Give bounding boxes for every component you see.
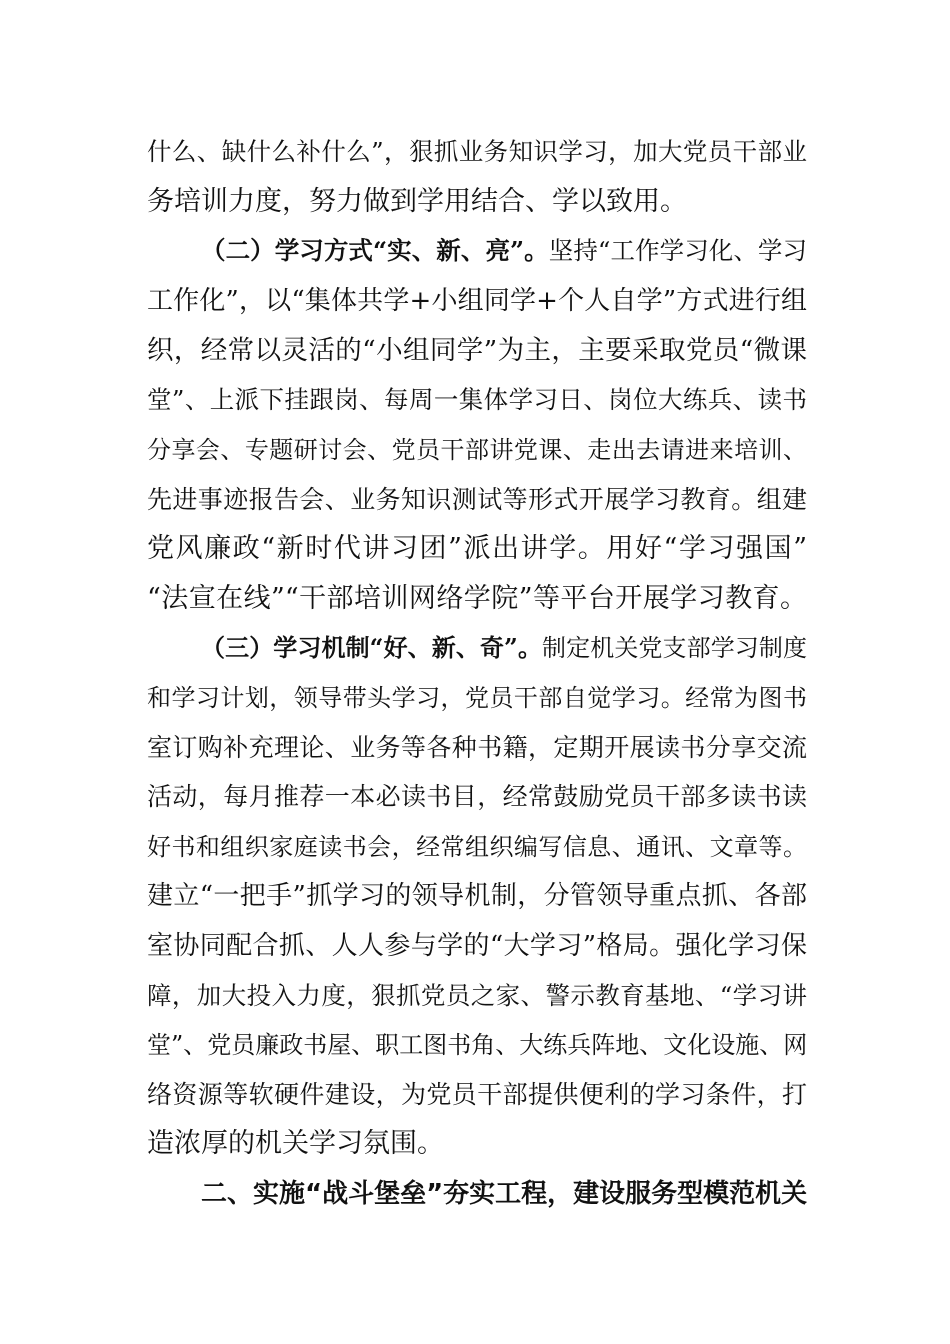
paragraph-first-line [201, 231, 807, 271]
text-line: 制定机关党支部学习制度 [542, 634, 808, 662]
text-line: 室协同配合抓、人人参与学的“大学习”格局。强化学习保 [147, 931, 807, 961]
text-line: 堂”、党员廉政书屋、职工图书角、大练兵阵地、文化设施、网 [147, 1031, 808, 1059]
text-line: “法宣在线”“干部培训网络学院”等平台开展学习教育。 [147, 583, 807, 614]
text-line: 坚持“工作学习化、学习 [548, 236, 808, 265]
paragraph-first-line [201, 628, 807, 668]
text-line: 堂”、上派下挂跟岗、每周一集体学习日、岗位大练兵、读书 [147, 385, 807, 414]
text-line: 障，加大投入力度，狠抓党员之家、警示教育基地、“学习讲 [147, 981, 807, 1010]
section-subtitle: （二）学习方式“实、新、亮”。 [201, 236, 549, 265]
text-line: 务培训力度，努力做到学用结合、学以致用。 [147, 186, 687, 217]
section-heading: 二、实施“战斗堡垒”夯实工程，建设服务型模范机关 [201, 1179, 808, 1209]
text-line: 先进事迹报告会、业务知识测试等形式开展学习教育。组建 [147, 485, 807, 514]
text-line: 党风廉政“新时代讲习团”派出讲学。用好“学习强国” [147, 533, 807, 564]
text-line: 络资源等软硬件建设，为党员干部提供便利的学习条件，打 [147, 1080, 807, 1109]
text-line: 和学习计划，领导带头学习，党员干部自觉学习。经常为图书 [147, 684, 807, 712]
text-line: 什么、缺什么补什么”，狠抓业务知识学习，加大党员干部业 [147, 137, 807, 166]
text-line: 室订购补充理论、业务等各种书籍，定期开展读书分享交流 [147, 733, 807, 762]
text-line: 建立“一把手”抓学习的领导机制，分管领导重点抓、各部 [147, 881, 807, 911]
text-line: 好书和组织家庭读书会，经常组织编写信息、通讯、文章等。 [147, 833, 807, 861]
text-line: 分享会、专题研讨会、党员干部讲党课、走出去请进来培训、 [147, 436, 807, 464]
text-line: 造浓厚的机关学习氛围。 [147, 1128, 444, 1159]
section-subtitle: （三）学习机制“好、新、奇”。 [201, 633, 543, 662]
text-line: 活动，每月推荐一本必读书目，经常鼓励党员干部多读书读 [147, 782, 807, 811]
text-line: 工作化”，以“集体共学+小组同学+个人自学”方式进行组 [147, 286, 807, 316]
text-line: 织，经常以灵活的“小组同学”为主，主要采取党员“微课 [147, 335, 807, 366]
